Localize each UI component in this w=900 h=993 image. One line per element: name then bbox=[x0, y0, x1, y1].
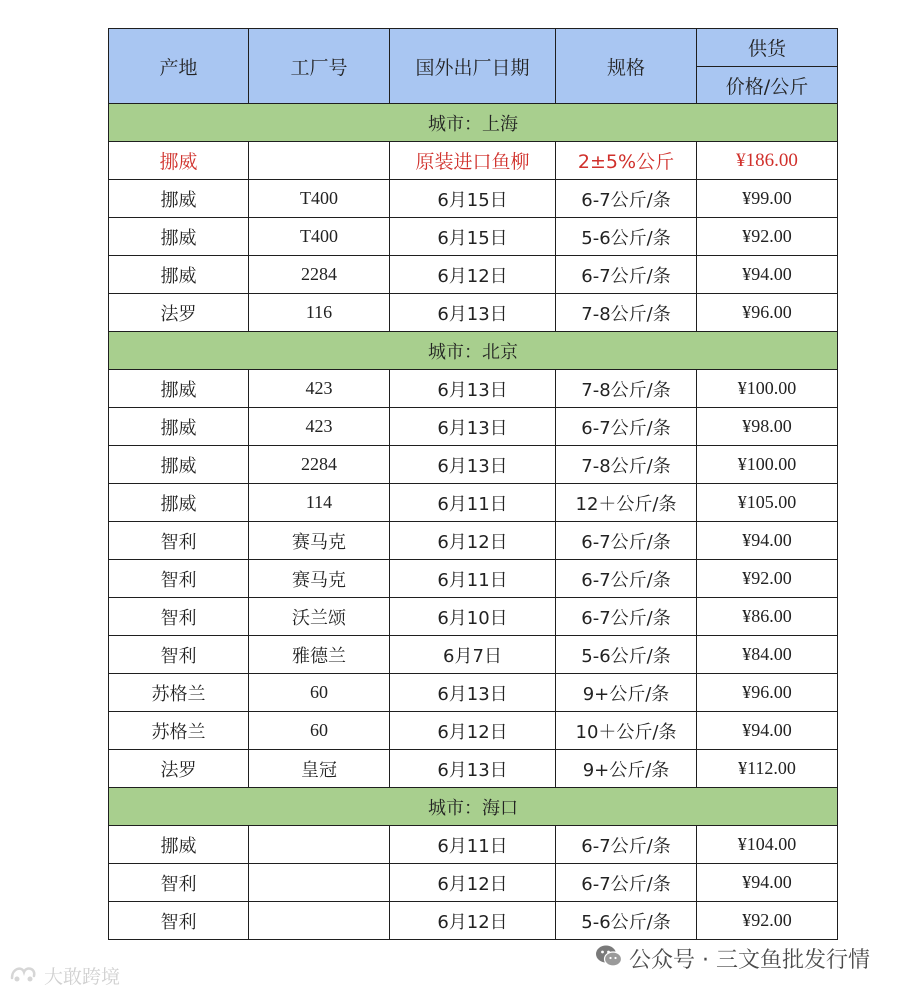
header-price-unit: 价格/公斤 bbox=[697, 67, 838, 104]
cell-price: ¥94.00 bbox=[697, 522, 838, 560]
cell-origin: 智利 bbox=[109, 902, 249, 940]
cell-factory: 423 bbox=[249, 408, 390, 446]
cell-factory: 赛马克 bbox=[249, 560, 390, 598]
cell-spec: 6-7公斤/条 bbox=[556, 180, 697, 218]
table-row bbox=[109, 370, 838, 408]
cell-price: ¥94.00 bbox=[697, 864, 838, 902]
cell-date: 6月15日 bbox=[390, 218, 556, 256]
cell-origin: 智利 bbox=[109, 560, 249, 598]
header-date: 国外出厂日期 bbox=[390, 29, 556, 104]
cell-date: 6月11日 bbox=[390, 560, 556, 598]
table-row bbox=[109, 674, 838, 712]
city-label: 城市：北京 bbox=[109, 332, 838, 370]
table-header bbox=[109, 29, 838, 104]
cell-spec: 6-7公斤/条 bbox=[556, 256, 697, 294]
cell-spec: 7-8公斤/条 bbox=[556, 294, 697, 332]
cell-factory: 114 bbox=[249, 484, 390, 522]
cell-origin: 挪威 bbox=[109, 256, 249, 294]
cell-origin: 智利 bbox=[109, 864, 249, 902]
city-section-row bbox=[109, 332, 838, 370]
cell-spec: 2±5%公斤 bbox=[556, 142, 697, 180]
cell-date: 6月13日 bbox=[390, 294, 556, 332]
cell-price: ¥100.00 bbox=[697, 370, 838, 408]
cell-origin: 智利 bbox=[109, 598, 249, 636]
cell-date: 6月12日 bbox=[390, 256, 556, 294]
cell-spec: 6-7公斤/条 bbox=[556, 522, 697, 560]
header-supply: 供货 bbox=[697, 29, 838, 67]
cell-origin: 挪威 bbox=[109, 446, 249, 484]
cell-price: ¥84.00 bbox=[697, 636, 838, 674]
cell-price: ¥94.00 bbox=[697, 256, 838, 294]
cell-spec: 10＋公斤/条 bbox=[556, 712, 697, 750]
cell-date: 6月12日 bbox=[390, 864, 556, 902]
cell-date: 6月12日 bbox=[390, 902, 556, 940]
cell-spec: 6-7公斤/条 bbox=[556, 826, 697, 864]
cell-factory bbox=[249, 902, 390, 940]
header-origin: 产地 bbox=[109, 29, 249, 104]
cell-origin: 苏格兰 bbox=[109, 712, 249, 750]
cell-factory: 2284 bbox=[249, 256, 390, 294]
cell-date: 6月12日 bbox=[390, 712, 556, 750]
table-row bbox=[109, 256, 838, 294]
cell-date: 6月13日 bbox=[390, 370, 556, 408]
brand-watermark-text: 大敢跨境 bbox=[44, 966, 121, 988]
cell-date: 6月13日 bbox=[390, 750, 556, 788]
cell-origin: 法罗 bbox=[109, 750, 249, 788]
brand-logo-icon bbox=[8, 962, 40, 989]
cell-factory: T400 bbox=[249, 180, 390, 218]
city-label: 城市：上海 bbox=[109, 104, 838, 142]
brand-watermark bbox=[8, 962, 120, 989]
cell-price: ¥92.00 bbox=[697, 902, 838, 940]
cell-factory: 沃兰颂 bbox=[249, 598, 390, 636]
cell-price: ¥96.00 bbox=[697, 674, 838, 712]
table-row bbox=[109, 864, 838, 902]
city-section-row bbox=[109, 104, 838, 142]
cell-origin: 挪威 bbox=[109, 826, 249, 864]
cell-date: 6月15日 bbox=[390, 180, 556, 218]
cell-date: 6月13日 bbox=[390, 446, 556, 484]
cell-origin: 挪威 bbox=[109, 180, 249, 218]
cell-date: 6月12日 bbox=[390, 522, 556, 560]
cell-spec: 6-7公斤/条 bbox=[556, 560, 697, 598]
cell-spec: 12＋公斤/条 bbox=[556, 484, 697, 522]
cell-date: 6月13日 bbox=[390, 408, 556, 446]
cell-spec: 6-7公斤/条 bbox=[556, 598, 697, 636]
table-row bbox=[109, 712, 838, 750]
wechat-account-text: 公众号 · 三文鱼批发行情 bbox=[629, 948, 870, 973]
cell-date: 原装进口鱼柳 bbox=[390, 142, 556, 180]
cell-spec: 5-6公斤/条 bbox=[556, 218, 697, 256]
price-table bbox=[108, 28, 838, 940]
table-row bbox=[109, 180, 838, 218]
cell-price: ¥96.00 bbox=[697, 294, 838, 332]
cell-spec: 9+公斤/条 bbox=[556, 674, 697, 712]
cell-price: ¥92.00 bbox=[697, 560, 838, 598]
cell-factory bbox=[249, 142, 390, 180]
cell-price: ¥186.00 bbox=[697, 142, 838, 180]
cell-factory: 2284 bbox=[249, 446, 390, 484]
cell-date: 6月10日 bbox=[390, 598, 556, 636]
table-row bbox=[109, 598, 838, 636]
cell-factory: 皇冠 bbox=[249, 750, 390, 788]
cell-date: 6月7日 bbox=[390, 636, 556, 674]
table-row bbox=[109, 902, 838, 940]
wechat-account-label bbox=[595, 943, 870, 974]
cell-origin: 挪威 bbox=[109, 484, 249, 522]
cell-origin: 挪威 bbox=[109, 142, 249, 180]
cell-factory: 赛马克 bbox=[249, 522, 390, 560]
cell-factory bbox=[249, 826, 390, 864]
cell-spec: 7-8公斤/条 bbox=[556, 370, 697, 408]
cell-date: 6月13日 bbox=[390, 674, 556, 712]
cell-spec: 6-7公斤/条 bbox=[556, 864, 697, 902]
table-row bbox=[109, 218, 838, 256]
cell-factory: 116 bbox=[249, 294, 390, 332]
table-row bbox=[109, 142, 838, 180]
cell-price: ¥105.00 bbox=[697, 484, 838, 522]
cell-spec: 9+公斤/条 bbox=[556, 750, 697, 788]
cell-spec: 5-6公斤/条 bbox=[556, 902, 697, 940]
city-label: 城市：海口 bbox=[109, 788, 838, 826]
cell-date: 6月11日 bbox=[390, 484, 556, 522]
city-section-row bbox=[109, 788, 838, 826]
cell-factory bbox=[249, 864, 390, 902]
cell-origin: 苏格兰 bbox=[109, 674, 249, 712]
cell-price: ¥92.00 bbox=[697, 218, 838, 256]
cell-factory: T400 bbox=[249, 218, 390, 256]
cell-spec: 7-8公斤/条 bbox=[556, 446, 697, 484]
cell-origin: 挪威 bbox=[109, 370, 249, 408]
cell-price: ¥98.00 bbox=[697, 408, 838, 446]
cell-origin: 智利 bbox=[109, 636, 249, 674]
header-factory: 工厂号 bbox=[249, 29, 390, 104]
table-row bbox=[109, 750, 838, 788]
cell-spec: 6-7公斤/条 bbox=[556, 408, 697, 446]
table-row bbox=[109, 484, 838, 522]
cell-origin: 法罗 bbox=[109, 294, 249, 332]
table-row bbox=[109, 560, 838, 598]
table-row bbox=[109, 826, 838, 864]
cell-price: ¥99.00 bbox=[697, 180, 838, 218]
cell-factory: 60 bbox=[249, 712, 390, 750]
table-row bbox=[109, 446, 838, 484]
cell-date: 6月11日 bbox=[390, 826, 556, 864]
cell-factory: 423 bbox=[249, 370, 390, 408]
cell-origin: 挪威 bbox=[109, 218, 249, 256]
cell-price: ¥94.00 bbox=[697, 712, 838, 750]
cell-origin: 挪威 bbox=[109, 408, 249, 446]
cell-price: ¥104.00 bbox=[697, 826, 838, 864]
wechat-icon bbox=[595, 944, 623, 974]
cell-origin: 智利 bbox=[109, 522, 249, 560]
cell-price: ¥86.00 bbox=[697, 598, 838, 636]
table-row bbox=[109, 522, 838, 560]
cell-factory: 60 bbox=[249, 674, 390, 712]
table-row bbox=[109, 408, 838, 446]
header-spec: 规格 bbox=[556, 29, 697, 104]
table-row bbox=[109, 636, 838, 674]
cell-spec: 5-6公斤/条 bbox=[556, 636, 697, 674]
table-body bbox=[109, 104, 838, 940]
table-row bbox=[109, 294, 838, 332]
cell-price: ¥112.00 bbox=[697, 750, 838, 788]
cell-price: ¥100.00 bbox=[697, 446, 838, 484]
cell-factory: 雅德兰 bbox=[249, 636, 390, 674]
